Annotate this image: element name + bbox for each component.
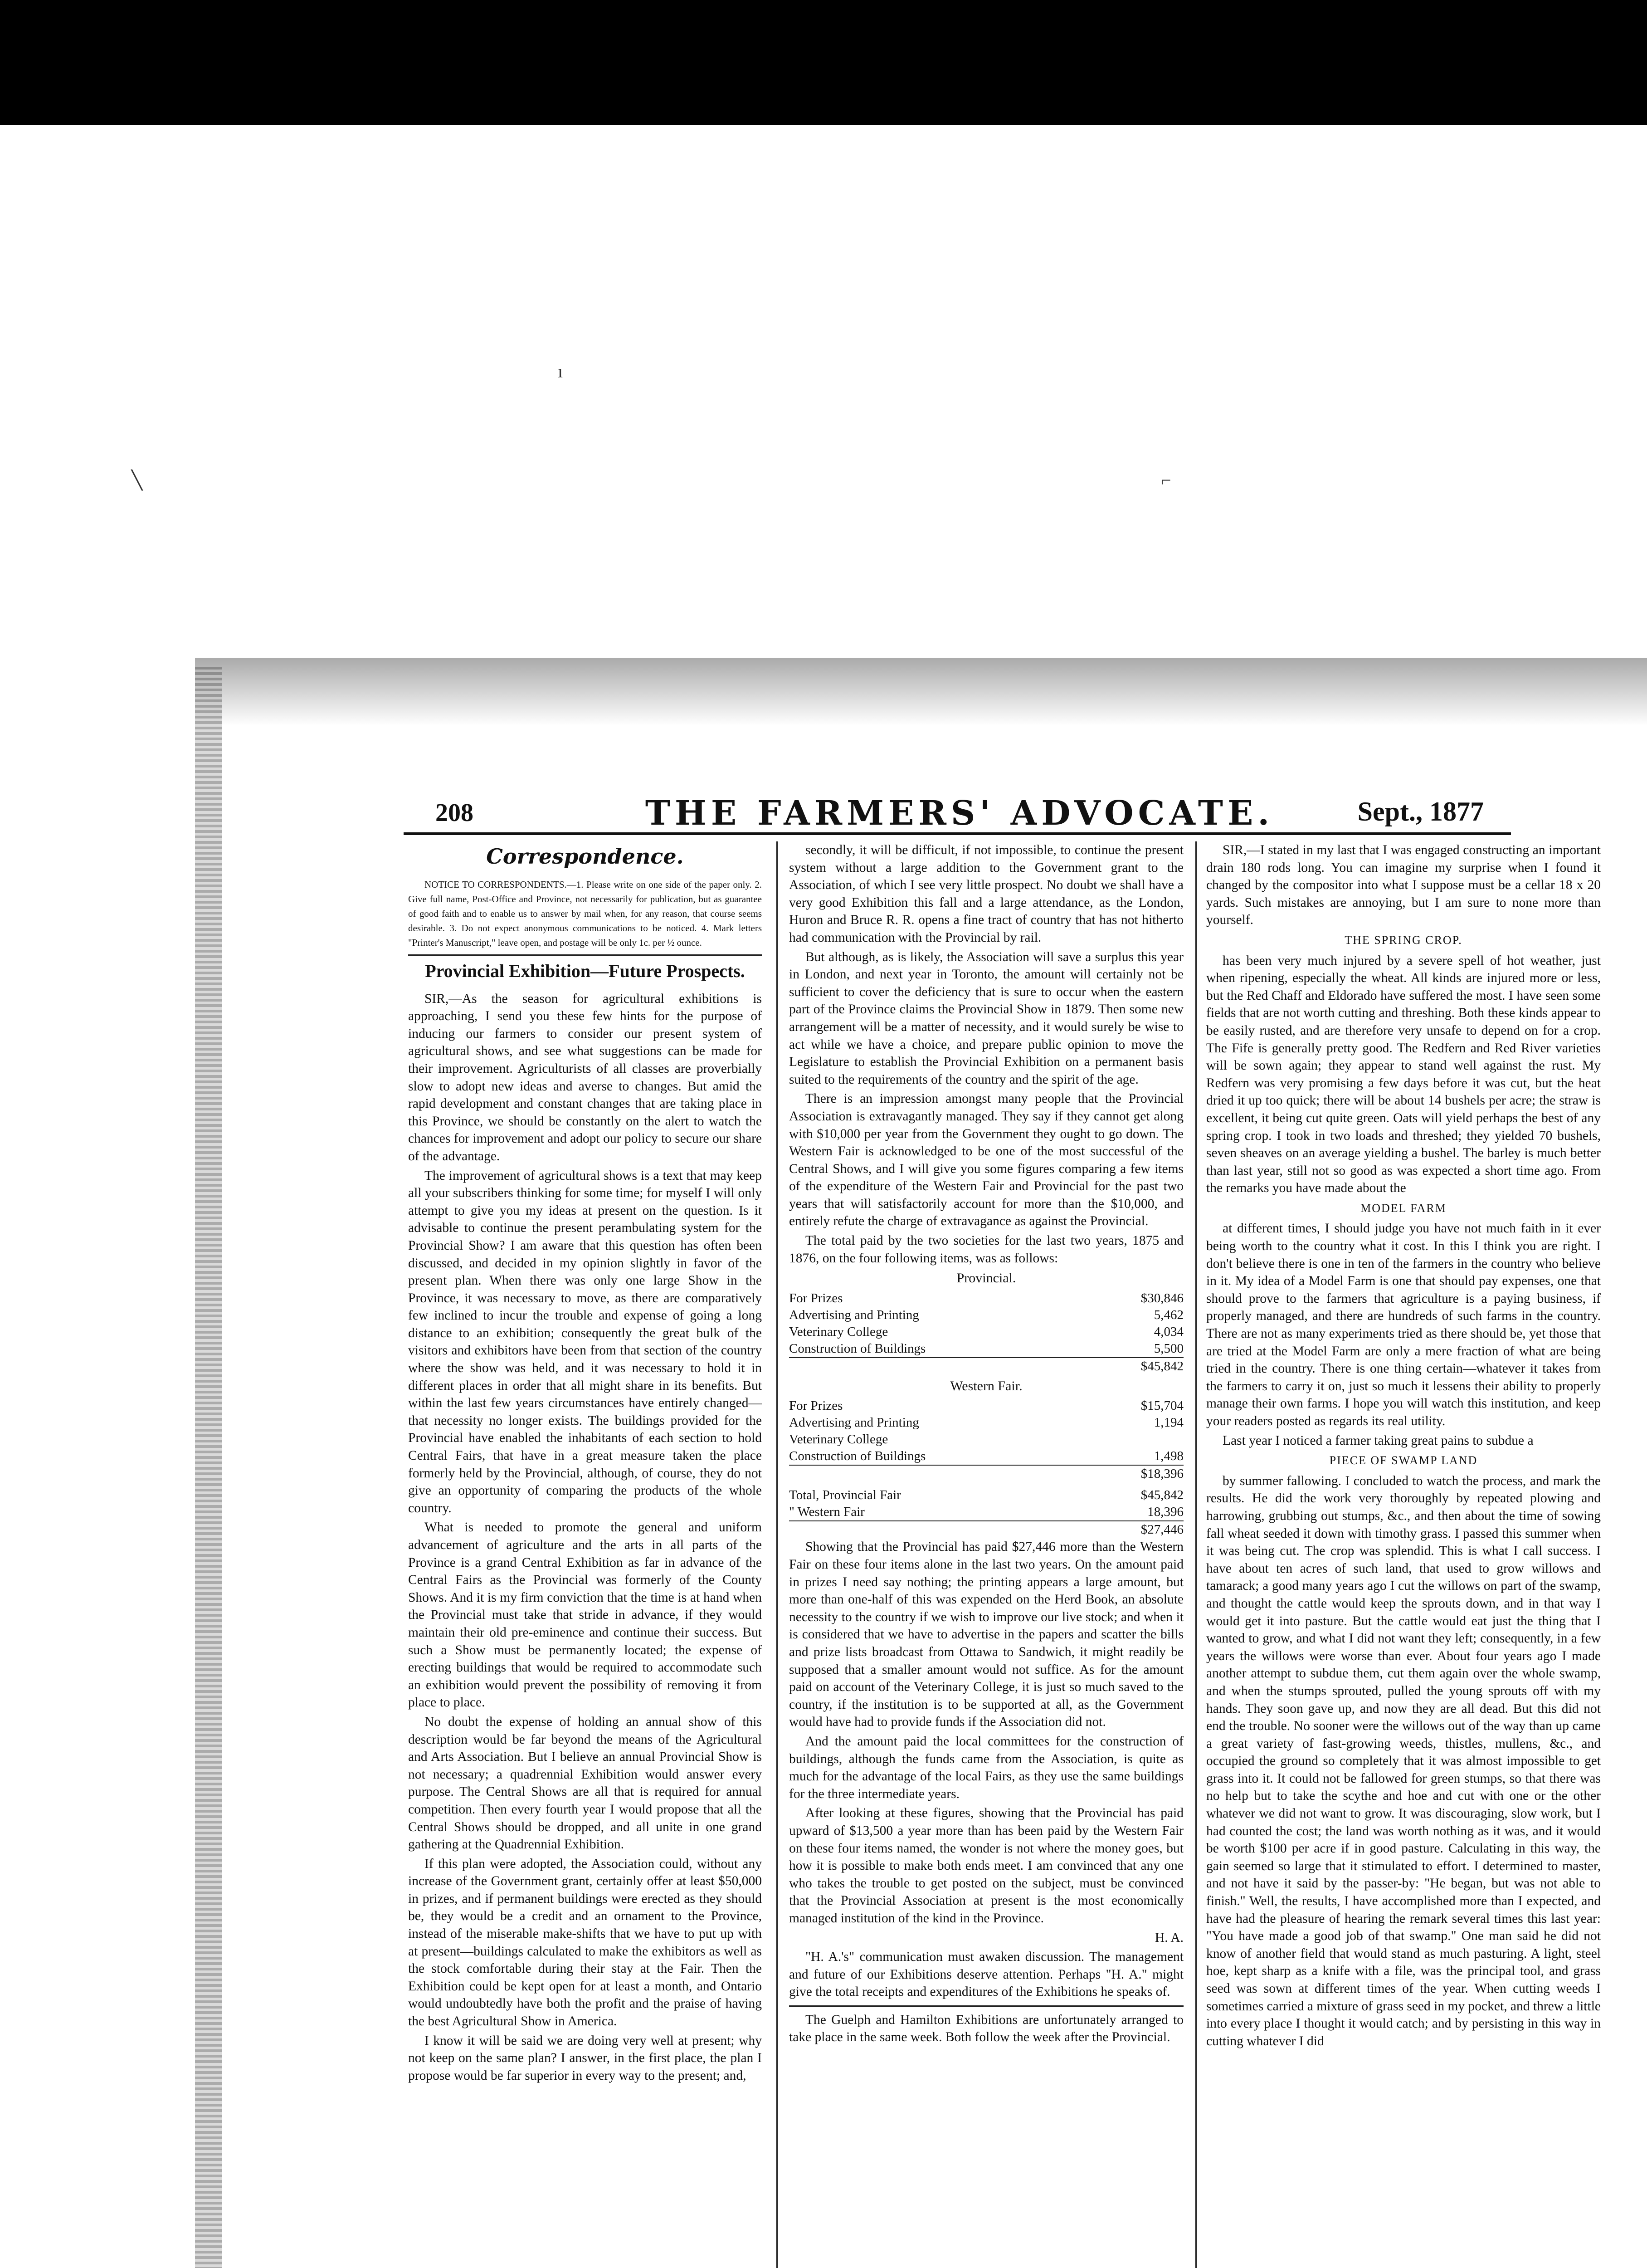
gutter-shadow — [195, 658, 1647, 726]
page-header — [422, 789, 1497, 833]
paragraph: by summer fallowing. I concluded to watch the process, and mark the results. He did the work very thoroughly by repeated plowing and harrowing, grubbing out stumps, &c., and then about the time of sowing fall wheat seeded it down with timothy grass. I passed this summer when it was being cut. The crop was splendid. This is what I call success. I have about ten acres of such land, that used to grow willows and tamarack; a good many years ago I cut the willows on part of the swamp, and thought the cattle would keep the sprouts down, and in that way I would get it into pasture. But the cattle would eat just the thing that I wanted to grow, and what I did not want they left; consequently, in a few years the willows were worse than ever. About four years ago I made another attempt to subdue them, cut them again over the whole swamp, and when the stumps sprouted, pulled the young sprouts off with my hands. They soon gave up, and now they are all dead. But this did not end the trouble. No sooner were the willows out of the way than up came a great variety of fast-growing weeds, thistles, mullens, &c., and occupied the ground so completely that it was almost impossible to get grass into it. It could not be fallowed for green stumps, so that there was no help but to take the scythe and hoe and cut with one or the other whatever we did not want to grow. It was discouraging, slow work, but I had counted the cost; the land was worth nothing as it was, and it would be worth $100 per acre if in good pasture. Calculating in this way, the gain seemed so large that it stimulated to effort. I determined to master, and not have it said by the passer-by: "He began, but was not able to finish." Well, the results, I have accomplished more than I expected, and have had the pleasure of hearing the remark several times this last year: "You have made a good job of that swamp." One man said he did not know of another field that would stand as much pasturing. A light, steel hoe, kept sharp as a knife with a file, was the principal tool, and grass seed was sown at different times of the year. When cutting weeds I sometimes carried a mixture of grass seed in my pocket, and threw a little into every place I thought it would catch; and by persisting in this way in cutting whatever I did — [1206, 1473, 1601, 2048]
paragraph: secondly, it will be difficult, if not impossible, to continue the present system without a large addition to the Government grant to the Association, of which I see very little prospect. No doubt we shall have a very good Exhibition this fall and a large attendance, as the London, Huron and Bruce R. R. opens a fine tract of country that has not hitherto had communication with the Provincial by rail. — [789, 843, 1184, 945]
table-row — [789, 1448, 1184, 1465]
row-value: $30,846 — [1140, 1290, 1184, 1305]
binding-edge — [195, 667, 222, 2268]
table-row — [789, 1324, 1184, 1340]
row-label: " Western Fair — [789, 1505, 865, 1520]
summary-table — [789, 1487, 1184, 1538]
row-label: Veterinary College — [789, 1432, 888, 1447]
paragraph: There is an impression amongst many people that the Provincial Association is extravagantly managed. They say if they cannot get along with $10,000 per year from the Government they ought to go down. The Western Fair is acknowledged to be one of the most successful of the Central Shows, and I will give you some figures comparing a few items of the expenditure of the Western Fair and Provincial for the past two years that will satisfactorily account for more than the $10,000, and entirely refute the charge of extravagance as against the Provincial. — [789, 1091, 1184, 1229]
column-1 — [408, 841, 762, 2086]
paragraph: The Guelph and Hamilton Exhibitions are unfortunately arranged to take place in the same week. Both follow the week after the Provincial. — [789, 2012, 1184, 2045]
ink-speck: ⌐ — [1161, 470, 1171, 490]
ink-speck: ı — [558, 361, 563, 381]
row-value — [1090, 1431, 1184, 1448]
row-value: $45,842 — [1090, 1358, 1184, 1375]
row-value: $18,396 — [1090, 1465, 1184, 1482]
header-rule — [404, 832, 1511, 835]
paragraph: What is needed to promote the general and uniform advancement of agriculture and the arts in all parts of the Province is a grand Central Exhibition as far in advance of the Central Fairs as the Provincial was formerly of the County Shows. And it is my firm conviction that the time is at hand when the Provincial must take that stride in advance, if they would maintain their old pre-eminence and continue their success. But such a Show must be permanently located; the expense of erecting buildings that would be required to accommodate such an exhibition would prevent the possibility of removing it from place to place. — [408, 1520, 762, 1710]
table-caption: Provincial. — [956, 1271, 1016, 1286]
masthead: THE FARMERS' ADVOCATE. — [645, 794, 1274, 833]
table-caption: Western Fair. — [950, 1378, 1023, 1393]
column-rule — [776, 841, 778, 2268]
paragraph: After looking at these figures, showing that the Provincial has paid upward of $13,500 a year more than has been paid by the Western Fair on these four items named, the wonder is not where the money goes, but how it is possible to make both ends meet. I am convinced that any one who takes the trouble to get posted on the subject, must be convinced that the Provincial Association at present is the most economically managed institution of the kind in the Province. — [789, 1806, 1184, 1926]
row-label: Advertising and Printing — [789, 1415, 919, 1430]
table-row — [789, 1487, 1184, 1504]
row-value: 18,396 — [1147, 1505, 1184, 1520]
column-3 — [1206, 841, 1601, 2052]
page-number: 208 — [435, 799, 473, 827]
paragraph: at different times, I should judge you have not much faith in it ever being worth to the country what it cost. In this I think you are right. I don't believe there is one in ten of the farmers in the country who believe in it. My idea of a Model Farm is one that should pay expenses, one that should prove to the farmers that agriculture is a paying business, if properly managed, and there are hundreds of such farms in the country. There are not as many experiments tried as there should be, yet those that are tried at the Model Farm are only a mere fraction of what are being tried in the country. There is one thing certain—whatever it takes from the farmers to carry it on, just so much it lessens their ability to properly manage their own farms. I hope you will watch this institution, and keep your readers posted as regards its real utility. — [1206, 1221, 1601, 1428]
paragraph: No doubt the expense of holding an annual show of this description would be far beyond the means of the Agricultural and Arts Association. But I believe an annual Provincial Show is not necessary; a quadrennial Exhibition would answer every purpose. The Central Shows are all that is required for annual competition. Then every fourth year I would propose that all the Central Shows should be dropped, and all unite in one grand gathering at the Quadrennial Exhibition. — [408, 1714, 762, 1852]
paragraph: "H. A.'s" communication must awaken discussion. The management and future of our Exhibitions deserve attention. Perhaps "H. A." might give the total receipts and expenditures of the Exhibitions he speaks of. — [789, 1950, 1184, 1999]
row-label: For Prizes — [789, 1398, 843, 1413]
table-row — [789, 1414, 1184, 1431]
provincial-table — [789, 1290, 1184, 1375]
table-row — [789, 1290, 1184, 1307]
subheading: PIECE OF SWAMP LAND — [1329, 1454, 1478, 1467]
paragraph: has been very much injured by a severe spell of hot weather, just when ripening, especially the wheat. All kinds are injured more or less, but the Red Chaff and Eldorado have suffered the most. I have seen some fields that are not worth cutting and threshing. Both these kinds appear to be easily rusted, and are therefore very unsafe to depend on for a crop. The Fife is generally pretty good. The Redfern and Red River varieties will be sown again; they appear to stand well against the rust. My Redfern was very promising a few days before it was cut, but the heat dried it up too quick; there will be about 14 bushels per acre; the straw is excellent, it being cut quite green. Oats will yield perhaps the best of any spring crop. I took in two loads and threshed; they yielded 70 bushels, seven sheaves on an average yielding a bushel. The barley is much better than last year, still not so good as was expected a short time ago. From the remarks you have made about the — [1206, 953, 1601, 1196]
table-row — [789, 1307, 1184, 1324]
correspondents-notice: NOTICE TO CORRESPONDENTS.—1. Please write on one side of the paper only. 2. Give full name, Post-Office and Province, not necessarily for publication, but as guarantee of good faith and to enable us to answer by mail when, for any reason, that course seems desirable. 3. Do not expect anonymous communications to be noticed. 4. Mark letters "Printer's Manuscript," leave open, and postage will be only 1c. per ½ ounce. — [408, 879, 762, 948]
table-total-row — [789, 1465, 1184, 1482]
row-label: Advertising and Printing — [789, 1307, 919, 1322]
row-value: 4,034 — [1154, 1324, 1184, 1339]
issue-date: Sept., 1877 — [1357, 797, 1484, 826]
table-row — [789, 1431, 1184, 1448]
table-total-row — [789, 1521, 1184, 1538]
row-value: 1,498 — [1154, 1449, 1184, 1464]
paragraph: And the amount paid the local committees for the construction of buildings, although the funds came from the Association, is quite as much for the advantage of the local Fairs, as they use the same buildings for the three intermediate years. — [789, 1734, 1184, 1801]
ink-speck: ╲ — [132, 470, 143, 490]
paragraph: Last year I noticed a farmer taking great pains to subdue a — [1223, 1433, 1534, 1448]
signature: H. A. — [1155, 1930, 1184, 1945]
row-label: Construction of Buildings — [789, 1449, 926, 1464]
row-label: For Prizes — [789, 1290, 843, 1305]
row-value: $27,446 — [1075, 1521, 1184, 1538]
row-label: Total, Provincial Fair — [789, 1488, 901, 1503]
row-value: $45,842 — [1140, 1488, 1184, 1503]
table-row — [789, 1340, 1184, 1358]
column-rule — [1195, 841, 1197, 2268]
paragraph: I know it will be said we are doing very well at present; why not keep on the same plan? I answer, in the first place, the plan I propose would be far superior in every way to the present; and, — [408, 2033, 762, 2083]
row-label: Veterinary College — [789, 1324, 888, 1339]
divider — [408, 954, 762, 956]
subheading: MODEL FARM — [1360, 1201, 1447, 1215]
facing-page-blank — [0, 125, 1647, 658]
row-value: 5,500 — [1154, 1341, 1184, 1356]
subheading: THE SPRING CROP. — [1345, 933, 1462, 947]
western-table — [789, 1398, 1184, 1482]
row-label: Construction of Buildings — [789, 1341, 926, 1356]
paragraph: The total paid by the two societies for the last two years, 1875 and 1876, on the four following items, was as follows: — [789, 1233, 1184, 1266]
row-value: 5,462 — [1154, 1307, 1184, 1322]
paragraph: SIR,—I stated in my last that I was engaged constructing an important drain 180 rods long. You can imagine my surprise when I found it changed by the compositor into what I suppose must be a cellar 18 x 20 yards. Such mistakes are annoying, but I am sure to none more than yourself. — [1206, 843, 1601, 928]
paragraph: SIR,—As the season for agricultural exhibitions is approaching, I send you these few hints for the purpose of inducing our farmers to consider our present system of agricultural shows, and see what suggestions can be made for their improvement. Agriculturists of all classes are proverbially slow to adopt new ideas and averse to changes. But amid the rapid development and constant changes that are taking place in this Province, we should be constantly on the alert to watch the chances for improvement and adopt our policy to secure our share of the advantage. — [408, 991, 762, 1163]
table-row — [789, 1398, 1184, 1414]
paragraph: But although, as is likely, the Association will save a surplus this year in London, and next year in Toronto, the amount will certainly not be sufficient to cover the deficiency that is sure to occur when the eastern part of the Province claims the Provincial Show in 1879. Then some new arrangement will be a matter of necessity, and it would surely be wise to act while we have a choice, and prepare public opinion to move the Legislature to establish the Provincial Exhibition on a permanent basis suited to the requirements of the country and the spirit of the age. — [789, 949, 1184, 1087]
paragraph: If this plan were adopted, the Association could, without any increase of the Government grant, certainly offer at least $50,000 in prizes, and if permanent buildings were erected as they should be, they would be a credit and an ornament to the Province, instead of the miserable make-shifts that we have to put up with at present—buildings calculated to make the exhibitors as well as the stock comfortable during their stay at the Fair. Then the Exhibition could be kept open for at least a month, and Ontario would undoubtedly have both the profit and the praise of having the best Agricultural Show in America. — [408, 1856, 762, 2029]
row-value: 1,194 — [1154, 1415, 1184, 1430]
divider — [789, 2005, 1184, 2007]
column-2 — [789, 841, 1184, 2048]
row-value: $15,704 — [1140, 1398, 1184, 1413]
paragraph: Showing that the Provincial has paid $27,446 more than the Western Fair on these four items alone in the last two years. On the amount paid in prizes I need say nothing; the printing appears a large amount, but more than one-half of this was expended on the Herd Book, an absolute necessity to the country if we wish to improve our live stock; and when it is considered that we have to advertise in the papers and scatter the bills and prize lists broadcast from Ottawa to Sandwich, it might readily be supposed that a smaller amount would not suffice. As for the amount paid on account of the Veterinary College, it is just so much saved to the country, if the institution is to be supported at all, as the Government would have had to provide funds if the Association did not. — [789, 1540, 1184, 1730]
section-heading: Correspondence. — [486, 844, 684, 869]
table-total-row — [789, 1358, 1184, 1375]
paragraph: The improvement of agricultural shows is a text that may keep all your subscribers thinking for some time; for myself I will only attempt to give you my ideas at present on the question. Is it advisable to continue the present perambulating system for the Provincial Show? I am aware that this question has often been discussed, and decided in my opinion slightly in favor of the present plan. When there was only one large Show in the Province, it was necessary to move, as there are comparatively few inclined to incur the trouble and expense of going a long distance to an exhibition; consequently the great bulk of the visitors and exhibitors have been from that section of the country where the show was held, and it was necessary to hold it in different places in order that all might share in its benefits. But within the last few years circumstances have entirely changed—that necessity no longer exists. The buildings provided for the Provincial have enabled the inhabitants of each section to hold Central Fairs, that have in a great measure taken the place formerly held by the Provincial, although, of course, they do not give an opportunity of comparing the products of the whole country. — [408, 1168, 762, 1515]
article-title: Provincial Exhibition—Future Prospects. — [425, 960, 745, 981]
table-row — [789, 1504, 1184, 1521]
